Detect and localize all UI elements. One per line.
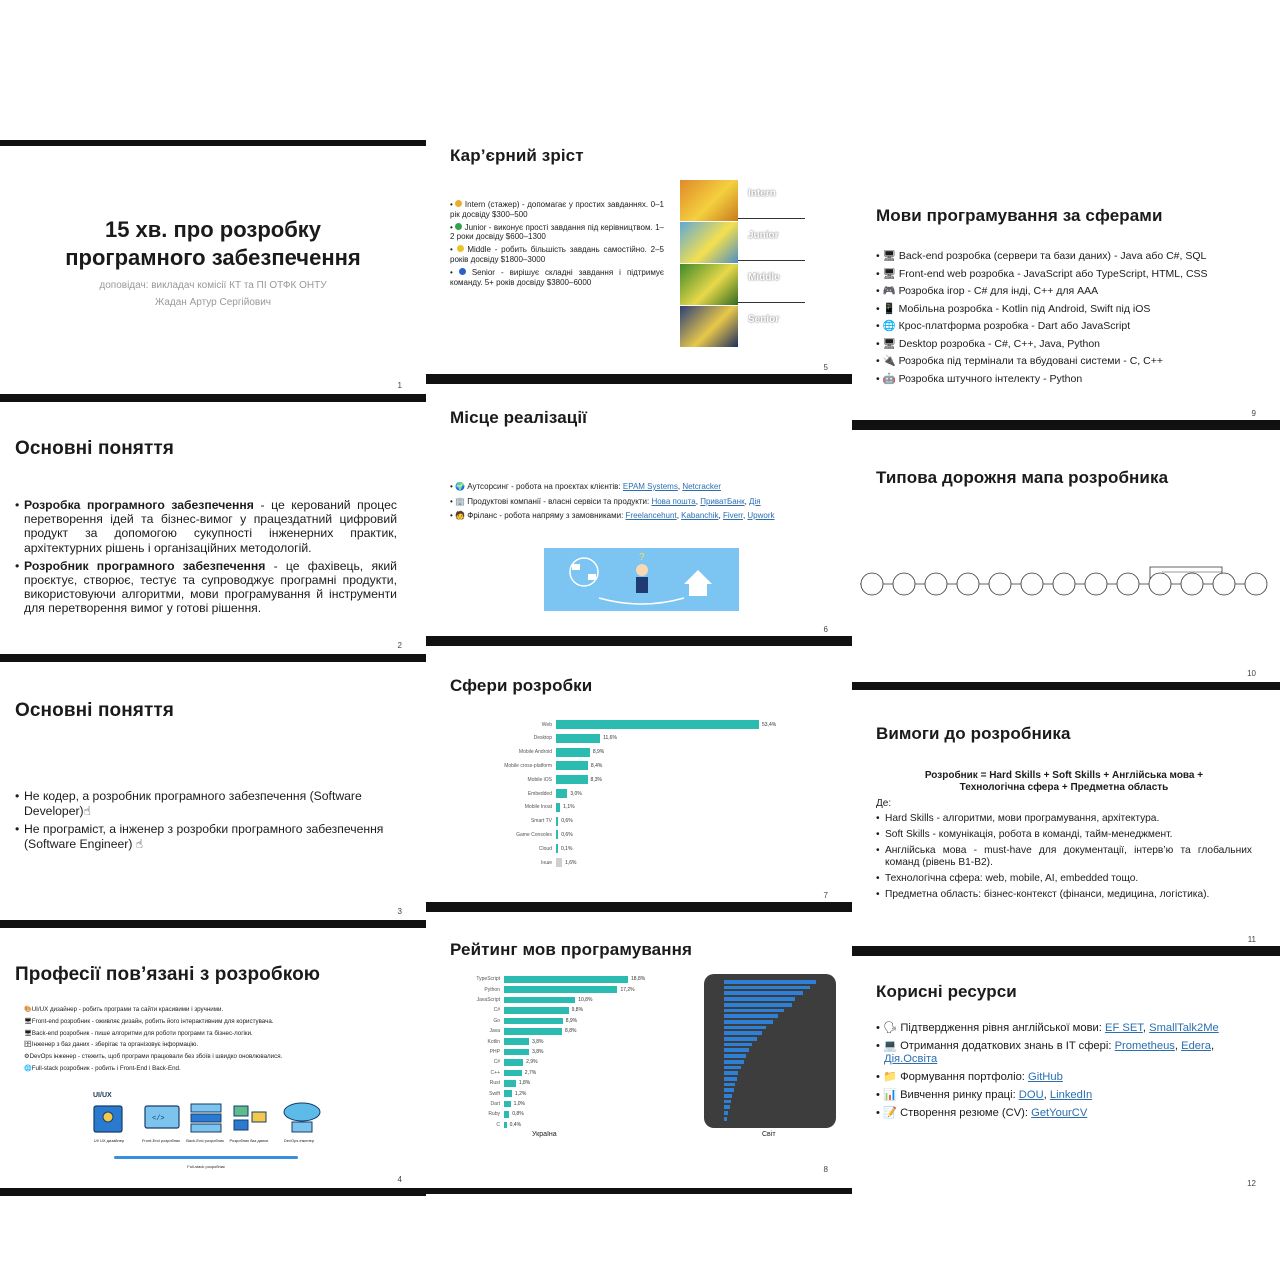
list-item: • 🖥 Front-end web розробка - JavaScript або TypeScript, HTML, CSS	[876, 267, 1208, 280]
icon-label: UI/ UX дизайнер	[93, 1138, 125, 1143]
spheres-chart	[486, 718, 806, 878]
chart-bar	[724, 1043, 752, 1047]
chart-category-label: JavaScript	[476, 997, 500, 1004]
slide-title: Типова дорожня мапа розробника	[876, 468, 1169, 487]
level-row-middle: Middle	[680, 264, 805, 306]
slide-title: Сфери розробки	[450, 676, 593, 695]
chip-icon: 🔌	[882, 355, 896, 367]
chart-category-label: Go	[493, 1017, 500, 1024]
chart-value-label: 0,6%	[561, 831, 573, 838]
chart-bar	[724, 1077, 737, 1081]
level-row-junior: Junior	[680, 222, 805, 264]
chart-category-label: Mobile cross-platform	[504, 762, 552, 769]
chart-value-label: 3,8%	[532, 1049, 544, 1056]
page-number: 5	[823, 363, 828, 372]
chart-category-label: TypeScript	[476, 976, 500, 983]
list-item: • Middle - робить більшість завдань самостійно. 2–5 років досвіду $1800–3000	[450, 245, 664, 264]
chart-bar	[724, 980, 816, 984]
chart-category-label: Smart TV	[530, 818, 552, 825]
list-item: • Технологічна сфера: web, mobile, AI, embedded тощо.	[876, 873, 1252, 885]
link-getyourcv[interactable]: GetYourCV	[1031, 1107, 1088, 1119]
sponge-meme-image	[680, 306, 738, 347]
link-upwork[interactable]: Upwork	[747, 511, 775, 520]
uiux-header: UI/UX	[93, 1092, 112, 1099]
chart-value-label: 2,9%	[526, 1059, 538, 1066]
level-dot-icon	[455, 200, 462, 207]
chart-bar	[724, 1014, 778, 1018]
chart-bar	[724, 986, 810, 990]
globe-icon: 🌐	[24, 1064, 32, 1072]
chart-category-label: Python	[484, 986, 500, 993]
chart-bar	[724, 991, 803, 995]
chart-bar	[724, 1009, 784, 1013]
chart-bar	[504, 1018, 563, 1025]
chart-bar	[504, 1007, 569, 1014]
chart-category-label: Web	[541, 721, 552, 728]
chart-bar	[556, 734, 600, 743]
chart-category-label: Інше	[541, 859, 552, 866]
link-fiverr[interactable]: Fiverr	[722, 511, 743, 520]
workplace-list	[450, 480, 850, 524]
link-freelancehunt[interactable]: Freelancehunt	[625, 511, 677, 520]
link-edera[interactable]: Edera	[1181, 1040, 1211, 1052]
list-item: • Предметна область: бізнес-контекст (фінанси, медицина, логістика).	[876, 889, 1252, 901]
monitor-icon: 🖥	[882, 267, 896, 280]
chart-value-label: 1,0%	[513, 1101, 525, 1108]
presentation-title	[0, 216, 426, 272]
link-smalltalk2me[interactable]: SmallTalk2Me	[1149, 1022, 1219, 1034]
level-dot-icon	[457, 245, 464, 252]
chart-bar	[556, 720, 759, 729]
chart-value-label: 1,8%	[518, 1080, 531, 1087]
icon-label: DevOps інженер	[283, 1138, 315, 1143]
chart-bar	[724, 1094, 732, 1098]
database-icon: 🗄	[24, 1041, 32, 1049]
list-item: • 🏢 Продуктові компанії - власні сервіси та продукти: Нова пошта, ПриватБанк, Дія	[450, 496, 761, 506]
slide-bottom-bar	[852, 682, 1280, 690]
chart-bar	[724, 1026, 766, 1030]
memo-icon: 📝	[883, 1107, 897, 1119]
profession-icons	[88, 1100, 328, 1142]
chart-bar	[724, 1083, 735, 1087]
chart-value-label: 53,4%	[762, 721, 777, 728]
chart-category-label: Java	[489, 1028, 500, 1035]
chart-bar	[504, 1122, 507, 1129]
chart-category-label: C++	[490, 1069, 500, 1076]
chart-bar	[724, 1066, 741, 1070]
page-number: 8	[823, 1165, 828, 1174]
page-number: 4	[397, 1175, 402, 1184]
page-number: 7	[823, 891, 828, 900]
building-icon: 🏢	[455, 496, 465, 506]
chart-value-label: 0,6%	[561, 818, 573, 825]
where-label: Де:	[876, 798, 892, 809]
term-definition: - це керований процес перетворення ідей та бізнес-вимог у працездатний цифровий продукт за допомогою сукупності інженерних практик, архітектурних рішень і організаційних методологій.	[24, 498, 397, 555]
slide-bottom-bar	[426, 1188, 852, 1194]
slide-bottom-bar	[0, 654, 426, 662]
link-github[interactable]: GitHub	[1028, 1071, 1063, 1083]
chart-bar	[556, 775, 588, 784]
slide-title: Корисні ресурси	[876, 982, 1017, 1001]
world-language-chart	[704, 974, 836, 1128]
chart-category-label: Kotlin	[487, 1038, 500, 1045]
phone-icon: 📱	[882, 302, 896, 315]
chart-bar	[556, 748, 590, 757]
hand-icon: ☝	[83, 803, 92, 818]
chart-value-label: 1,1%	[563, 804, 575, 811]
slide-6	[426, 384, 852, 646]
chart-bar	[504, 1038, 529, 1045]
title-line-2: програмного забезпечення	[65, 245, 361, 270]
list-item: • Не програміст, а інженер з розробки програмного забезпечення (Software Engineer) ☝	[15, 822, 400, 851]
slide-12	[852, 956, 1280, 1200]
link-privatbank[interactable]: ПриватБанк	[700, 496, 745, 506]
chart-bar	[504, 1028, 562, 1035]
chart-bar	[504, 1049, 529, 1056]
slide-11	[852, 690, 1280, 956]
chart-category-label: Cloud	[538, 845, 552, 852]
slide-title: Професії пов’язані з розробкою	[15, 964, 321, 985]
sponge-meme-image	[680, 264, 738, 305]
slide-top-bar	[0, 140, 426, 146]
chart-bar	[556, 844, 558, 853]
chart-bar	[556, 789, 567, 798]
chart-value-label: 11,6%	[603, 735, 617, 742]
ukraine-language-chart	[446, 974, 666, 1134]
page-number: 11	[1247, 935, 1256, 944]
title-line-1: 15 хв. про розробку	[104, 217, 322, 242]
slide-title: Вимоги до розробника	[876, 724, 1071, 743]
chart-bar	[504, 1059, 523, 1066]
link-diia[interactable]: Дія	[749, 496, 761, 506]
chart-bar	[504, 1111, 509, 1118]
page-number: 9	[1251, 409, 1256, 418]
chart-category-label: Mobile Android	[518, 749, 552, 756]
slide-8	[426, 912, 852, 1194]
list-item: • 🔌 Розробка під термінали та вбудовані системи - C, C++	[876, 355, 1163, 367]
chart-bar	[556, 761, 588, 770]
chart-category-label: Ruby	[488, 1111, 500, 1118]
chart-value-label: 1,6%	[565, 859, 577, 866]
chart-bar	[724, 1071, 738, 1075]
roadmap-diagram	[852, 554, 1280, 614]
slide-bottom-bar	[0, 394, 426, 402]
page-number: 1	[397, 381, 402, 390]
person-icon: 🧑	[455, 511, 465, 520]
resources-list	[876, 1022, 1276, 1120]
term-definition: - це фахівець, який проєктує, створює, тестує та супроводжує програмні продукти, використовуючи алгоритми, мови програмування й інструменти для перетворення вимог у готові рішення.	[24, 558, 397, 616]
chart-bar	[504, 1090, 512, 1097]
gear-icon: ⚙	[24, 1053, 30, 1061]
list-item: • 📱 Мобільна розробка - Kotlin під Android, Swift під iOS	[876, 302, 1151, 315]
sponge-meme-image	[680, 222, 738, 263]
list-item: ⚙DevOps інженер - стежить, щоб програми працювали без збоїв і швидко оновлювалися.	[24, 1053, 283, 1061]
chart-bar	[556, 858, 562, 867]
speaker-icon: 🗣	[883, 1022, 898, 1034]
computer-icon: 🖥	[882, 250, 896, 262]
chart-value-label: 0,8%	[512, 1111, 524, 1118]
chart-value-label: 1,2%	[514, 1090, 527, 1097]
slide-title: Основні поняття	[15, 438, 174, 459]
list-item: • 🎮 Розробка ігор - C# для інді, C++ для AAA	[876, 285, 1099, 297]
chart-caption-ukraine: Україна	[532, 1131, 557, 1138]
link-ef-set[interactable]: EF SET	[1104, 1022, 1143, 1034]
chart-bar	[504, 1101, 511, 1108]
slide-title: Основні поняття	[15, 700, 174, 721]
chart-value-label: 8,4%	[590, 762, 603, 769]
speaker-name: Жадан Артур Сергійович	[154, 297, 271, 308]
link-diia-osvita[interactable]: Дія.Освіта	[884, 1053, 938, 1065]
chart-bar	[724, 1100, 731, 1104]
chart-bar	[724, 1037, 757, 1041]
chart-category-label: C	[496, 1121, 500, 1128]
chart-value-label: 3,8%	[532, 1038, 544, 1045]
list-item: • 🖥 Desktop розробка - C#, C++, Java, Python	[876, 337, 1100, 350]
chart-bar	[724, 1020, 773, 1024]
slide-title: Мови програмування за сферами	[876, 206, 1163, 225]
list-item	[15, 498, 397, 555]
desktop-icon: 🖥	[882, 337, 896, 350]
robot-icon: 🤖	[882, 372, 896, 385]
chart-bar	[724, 1060, 744, 1064]
chart-value-label: 10,8%	[578, 997, 593, 1004]
formula: Розробник = Hard Skills + Soft Skills + Англійська мова + Технологічна сфера + Предметна область	[924, 770, 1204, 793]
link-dou[interactable]: DOU	[1018, 1089, 1044, 1101]
list-item: 🗄Інженер з баз даних - зберігає та організовує інформацію.	[24, 1041, 199, 1049]
chart-bar	[724, 1031, 762, 1035]
page-number: 3	[397, 907, 402, 916]
list-item: • 🖥 Back-end розробка (сервери та бази даних) - Java або C#, SQL	[876, 250, 1207, 262]
chart-bar	[556, 830, 558, 839]
chart-value-label: 8,8%	[565, 1028, 577, 1035]
sponge-meme-image	[680, 180, 738, 221]
chart-category-label: Mobile iOS	[527, 776, 552, 783]
slide-title: Кар’єрний зріст	[450, 146, 584, 165]
profession-illustration	[88, 1090, 328, 1150]
chart-bar	[556, 803, 560, 812]
languages-list	[876, 248, 1276, 388]
slide-3	[0, 664, 426, 928]
chart-value-label: 8,9%	[592, 749, 605, 756]
chart-caption-world: Світ	[762, 1131, 776, 1138]
slide-title: Рейтинг мов програмування	[450, 940, 692, 959]
level-row-senior: Senior	[680, 306, 805, 348]
chart-value-label: 17,2%	[620, 986, 635, 993]
list-item: 🎨UI/UX дизайнер - робить програми та сайти красивими і зручними.	[24, 1006, 224, 1013]
slide-bottom-bar	[852, 420, 1280, 430]
speaker-info: доповідач: викладач комісії КТ та ПІ ОТФК ОНТУ	[99, 280, 327, 291]
list-item: • Senior - вирішує складні завдання і підтримує команду. 5+ років досвіду $3800–6000	[450, 267, 664, 287]
list-item: • 🤖 Розробка штучного інтелекту - Python	[876, 372, 1083, 385]
list-item: • 🧑 Фріланс - робота напряму з замовниками: Freelancehunt, Kabanchik, Fiverr, Upwork	[450, 511, 775, 520]
career-list	[450, 200, 664, 287]
list-item: • Англійська мова - must-have для документації, інтерв’ю та глобальних команд (рівень B1-B2).	[876, 845, 1252, 868]
list-item: • 🌍 Аутсорсинг - робота на проєктах клієнтів: EPAM Systems, Netcracker	[450, 482, 721, 491]
slide-title: Місце реалізації	[450, 408, 588, 427]
slide-bottom-bar	[426, 902, 852, 912]
level-dot-icon	[455, 223, 462, 230]
slide-bottom-bar	[852, 946, 1280, 956]
chart-value-label: 8,9%	[565, 1017, 578, 1024]
chart-value-label: 8,3%	[590, 776, 602, 783]
list-item: • 📁 Формування портфоліо: GitHub	[876, 1071, 1063, 1083]
chart-category-label: Game Consoles	[516, 831, 552, 838]
icon-label: Розробник баз даних	[229, 1138, 269, 1143]
chart-bar	[504, 997, 575, 1004]
gamepad-icon: 🎮	[882, 285, 896, 297]
laptop-icon: 💻	[883, 1040, 897, 1052]
chart-bar	[724, 1003, 792, 1007]
chart-bar	[504, 1070, 522, 1077]
globe-icon: 🌍	[455, 482, 465, 491]
chart-value-label: 18,8%	[631, 976, 646, 983]
page-number: 2	[397, 641, 402, 650]
fullstack-line	[114, 1156, 298, 1159]
chart-value-label: 9,8%	[571, 1007, 584, 1014]
chart-category-label: Dart	[490, 1101, 500, 1108]
server-icon: 🖥	[24, 1029, 32, 1037]
slide-2	[0, 402, 426, 662]
list-item: • 💻 Отримання додаткових знань в IT сфері: Prometheus, Edera, Дія.Освіта	[876, 1040, 1215, 1065]
list-item: 🖥Back-end розробник - пише алгоритми для роботи програми та бізнес-логіки.	[24, 1029, 253, 1037]
chart-category-label: C#	[493, 1059, 500, 1066]
illustration-graphic	[544, 548, 739, 611]
slide-9	[852, 140, 1280, 430]
chart-icon: 📊	[883, 1089, 897, 1101]
chart-value-label: 0,4%	[509, 1121, 522, 1128]
level-row-intern: Intern	[680, 180, 805, 222]
list-item: • 🌐 Крос-платформа розробка - Dart або JavaScript	[876, 320, 1131, 332]
chart-value-label: 0,1%	[561, 845, 573, 852]
chart-bar	[724, 1088, 734, 1092]
monitor-icon: 🖥	[24, 1017, 32, 1025]
list-item: • Hard Skills - алгоритми, мови програмування, архітектура.	[876, 813, 1252, 825]
chart-value-label: 3,0%	[570, 790, 582, 797]
slide-bottom-bar	[426, 636, 852, 646]
chart-value-label: 2,7%	[524, 1069, 537, 1076]
world-chart-panel	[704, 974, 836, 1128]
svg-text:</>: </>	[152, 1115, 165, 1123]
list-item: • Intern (стажер) - допомагає у простих завданнях. 0–1 рік досвіду $300–500	[450, 200, 664, 219]
chart-category-label: Mobile Inoat	[524, 804, 552, 811]
list-item: • 📊 Вивчення ринку праці: DOU, LinkedIn	[876, 1089, 1093, 1101]
chart-category-label: Swift	[489, 1090, 500, 1097]
chart-bar	[724, 1111, 728, 1115]
concept-list	[15, 498, 397, 616]
workplace-illustration	[544, 548, 739, 611]
slide-4	[0, 928, 426, 1196]
list-item: 🌐Full-stack розробник - робить і Front-End і Back-End.	[24, 1064, 181, 1072]
svg-text:?: ?	[639, 552, 645, 563]
slide-bottom-bar	[426, 374, 852, 384]
page-number: 12	[1247, 1179, 1256, 1188]
palette-icon: 🎨	[24, 1006, 32, 1013]
list-item: • Junior - виконує прості завдання під керівництвом. 1–2 роки досвіду $600–1300	[450, 222, 664, 242]
link-linkedin[interactable]: LinkedIn	[1049, 1089, 1093, 1101]
list-item: • Soft Skills - комунікація, робота в команді, тайм-менеджмент.	[876, 829, 1252, 841]
chart-bar	[504, 976, 628, 983]
link-nova-poshta[interactable]: Нова пошта	[651, 496, 696, 506]
list-item: • 📝 Створення резюме (CV): GetYourCV	[876, 1107, 1088, 1119]
chart-category-label: Embedded	[527, 790, 552, 797]
icon-label: Back-End розробник	[186, 1138, 224, 1143]
chart-category-label: C#	[493, 1007, 500, 1014]
list-item	[15, 559, 397, 616]
slide-bottom-bar	[0, 1188, 426, 1196]
link-epam[interactable]: EPAM Systems	[622, 482, 678, 491]
link-netcracker[interactable]: Netcracker	[682, 482, 721, 491]
requirements-list	[876, 813, 1252, 901]
page-number: 10	[1247, 669, 1256, 678]
chart-bar	[504, 986, 617, 993]
fullstack-label: Full-stack розробник	[187, 1164, 225, 1169]
globe-icon: 🌐	[882, 320, 896, 332]
slide-bottom-bar	[0, 920, 426, 928]
list-item: 🖥Front-end розробник - оживляє дизайн, робить його інтерактивним для користувача.	[24, 1017, 274, 1025]
chart-category-label: Rust	[489, 1080, 500, 1087]
chart-bar	[504, 1080, 516, 1087]
profession-list	[24, 1004, 414, 1075]
link-prometheus[interactable]: Prometheus	[1114, 1040, 1175, 1052]
list-item: • 🗣 Підтвердження рівня англійської мови: EF SET, SmallTalk2Me	[876, 1022, 1219, 1034]
chart-bar	[724, 1105, 730, 1109]
term-bold: Розробка програмного забезпечення	[24, 498, 254, 512]
slide-10	[852, 430, 1280, 690]
page-number: 6	[823, 625, 828, 634]
chart-bar	[556, 817, 558, 826]
chart-bar	[724, 1048, 749, 1052]
chart-bar	[724, 1054, 746, 1058]
chart-bar	[724, 1117, 727, 1121]
slide-7	[426, 646, 852, 912]
list-item: • Не кодер, а розробник програмного забезпечення (Software Developer)☝	[15, 789, 400, 818]
level-dot-icon	[459, 268, 466, 275]
term-bold: Розробник програмного забезпечення	[24, 558, 266, 573]
hand-icon: ☝	[132, 836, 144, 851]
slide-1	[0, 140, 426, 402]
chart-category-label: PHP	[489, 1049, 500, 1056]
concept-list	[15, 789, 400, 851]
icon-label: Front-End розробник	[141, 1138, 181, 1143]
chart-bar	[724, 997, 795, 1001]
chart-category-label: Desktop	[533, 735, 552, 742]
folder-icon: 📁	[883, 1071, 897, 1083]
link-kabanchik[interactable]: Kabanchik	[681, 511, 719, 520]
